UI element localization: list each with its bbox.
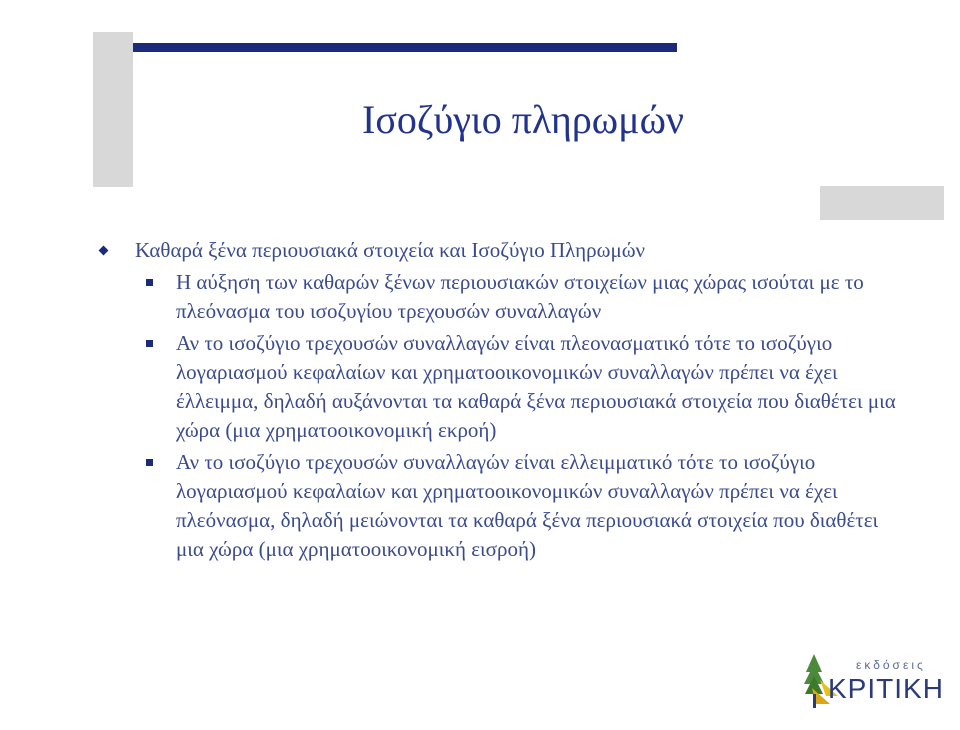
sub-bullet-item [146, 329, 928, 445]
sub-bullet-text: Αν το ισοζύγιο τρεχουσών συναλλαγών είναι ελλειμματικό τότε το ισοζύγιο λογαριασμού κεφαλαίων και χρηματοοικονομικών συναλλαγών πρέπει να έχει πλεόνασμα, δηλαδή μειώνονται τα καθαρά ξένα περιουσιακά στοιχεία που διαθέτει μια χώρα (μια χρηματοοικονομική εισροή) [176, 450, 879, 561]
slide-content [98, 236, 928, 564]
square-bullet-icon [146, 279, 153, 286]
decorative-top-line [133, 43, 677, 52]
main-bullet-text: Καθαρά ξένα περιουσιακά στοιχεία και Ισοζύγιο Πληρωμών [135, 238, 646, 262]
decorative-vertical-bar [93, 32, 133, 187]
square-bullet-icon [146, 459, 153, 466]
sub-bullet-text: Αν το ισοζύγιο τρεχουσών συναλλαγών είναι πλεονασματικό τότε το ισοζύγιο λογαριασμού κεφαλαίων και χρηματοοικονομικών συναλλαγών πρέπει να έχει έλλειμμα, δηλαδή αυξάνονται τα καθαρά ξένα περιουσιακά στοιχεία που διαθέτει μια χώρα (μια χρηματοοικονομική εκροή) [176, 331, 896, 442]
logo-small-text: εκδόσεις [856, 658, 926, 672]
slide-title: Ισοζύγιο πληρωμών [362, 97, 684, 142]
diamond-bullet-icon [98, 245, 109, 256]
logo-big-text: ΚΡΙΤΙΚΗ [828, 673, 944, 704]
sub-bullet-item [146, 448, 928, 564]
sub-bullet-text: Η αύξηση των καθαρών ξένων περιουσιακών στοιχείων μιας χώρας ισούται με το πλεόνασμα του ισοζυγίου τρεχουσών συναλλαγών [176, 270, 864, 323]
sub-bullet-item [146, 268, 928, 326]
main-bullet-item [98, 236, 928, 265]
decorative-right-block [820, 186, 944, 220]
publisher-logo [804, 650, 944, 712]
square-bullet-icon [146, 340, 153, 347]
